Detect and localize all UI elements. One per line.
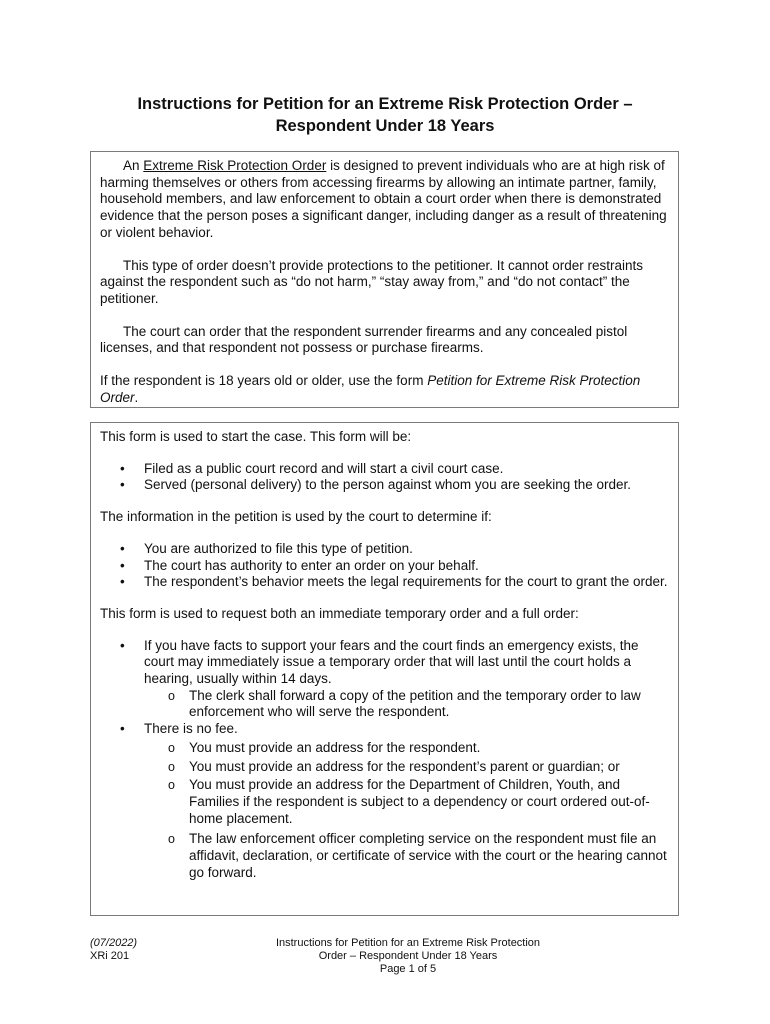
emergency-sublist	[100, 688, 669, 721]
footer-title-line-2: Order – Respondent Under 18 Years	[318, 950, 498, 962]
form-usage-box	[90, 422, 679, 916]
emergency-text: If you have facts to support your fears and the court finds an emergency exists, the court may immediately issue a temporary order that will last until the court holds a hearing, usually within 14 days.	[144, 637, 639, 687]
footer-date: (07/2022)	[90, 937, 138, 949]
list-item: • You are authorized to file this type of petition.	[100, 541, 669, 558]
title-line-1: Instructions for Petition for an Extreme Risk Protection Order –	[137, 95, 633, 113]
sub-list-item: o The law enforcement officer completing service on the respondent must file an affidavit, declaration, or certificate of service with the court or the hearing cannot go forward.	[100, 831, 669, 881]
overview-paragraph-4	[100, 373, 669, 406]
footer-title-line-1: Instructions for Petition for an Extreme Risk Protection	[275, 937, 541, 949]
sub-list-item: o The clerk shall forward a copy of the petition and the temporary order to law enforcement who will serve the respondent.	[100, 688, 669, 721]
will-be-list	[100, 461, 669, 494]
overview-p1-prefix: An	[123, 158, 144, 173]
no-fee-sublist	[100, 740, 669, 882]
overview-paragraph-1	[100, 158, 669, 242]
page-number: Page 1 of 5	[379, 963, 437, 975]
overview-box	[90, 151, 679, 408]
determine-intro: The information in the petition is used by the court to determine if:	[100, 509, 492, 525]
overview-paragraph-3: The court can order that the respondent surrender firearms and any concealed pistol licenses, and that respondent not possess or purchase firearms.	[100, 323, 628, 356]
form-usage-intro: This form is used to start the case. This form will be:	[100, 429, 412, 444]
determine-list	[100, 541, 669, 591]
erpo-link[interactable]: Extreme Risk Protection Order	[143, 158, 327, 173]
sub-list-item: o You must provide an address for the respondent’s parent or guardian; or	[100, 759, 669, 776]
sub-list-item: o You must provide an address for the respondent.	[100, 740, 669, 757]
overview-p4-prefix: If the respondent is 18 years old or older, use the form	[100, 373, 428, 389]
footer-code: XRi 201	[90, 950, 130, 962]
overview-paragraph-2: This type of order doesn’t provide protections to the petitioner. It cannot order restraints against the respondent such as “do not harm,” “stay away from,” and “do not contact” the petitioner.	[100, 257, 644, 306]
list-item-no-fee	[100, 721, 669, 881]
page-title	[60, 93, 710, 137]
overview-p4-suffix: .	[134, 389, 139, 405]
sub-list-item: o You must provide an address for the Department of Children, Youth, and Families if the respondent is subject to a dependency or court ordered out-of-home placement.	[100, 777, 669, 827]
footer-title	[220, 937, 596, 976]
footer-form-info	[90, 937, 137, 963]
no-fee-text: There is no fee.	[144, 721, 238, 737]
request-intro: This form is used to request both an immediate temporary order and a full order:	[100, 605, 579, 621]
request-list	[100, 638, 669, 882]
list-item: • The respondent’s behavior meets the legal requirements for the court to grant the order.	[100, 574, 669, 591]
list-item-emergency	[100, 638, 669, 722]
list-item: • Filed as a public court record and will start a civil court case.	[100, 461, 669, 478]
adult-form-name: Petition for Extreme Risk Protection Order	[100, 373, 641, 405]
list-item: • Served (personal delivery) to the person against whom you are seeking the order.	[100, 477, 669, 494]
overview-p1-rest: is designed to prevent individuals who are at high risk of harming themselves or others from accessing firearms by allowing an intimate partner, family, household members, and law enforcement to obtain a court order when there is demonstrated evidence that the person poses a significant danger, including danger as a result of threatening or violent behavior.	[100, 158, 667, 240]
list-item: • The court has authority to enter an order on your behalf.	[100, 558, 669, 575]
title-line-2: Respondent Under 18 Years	[275, 117, 495, 135]
